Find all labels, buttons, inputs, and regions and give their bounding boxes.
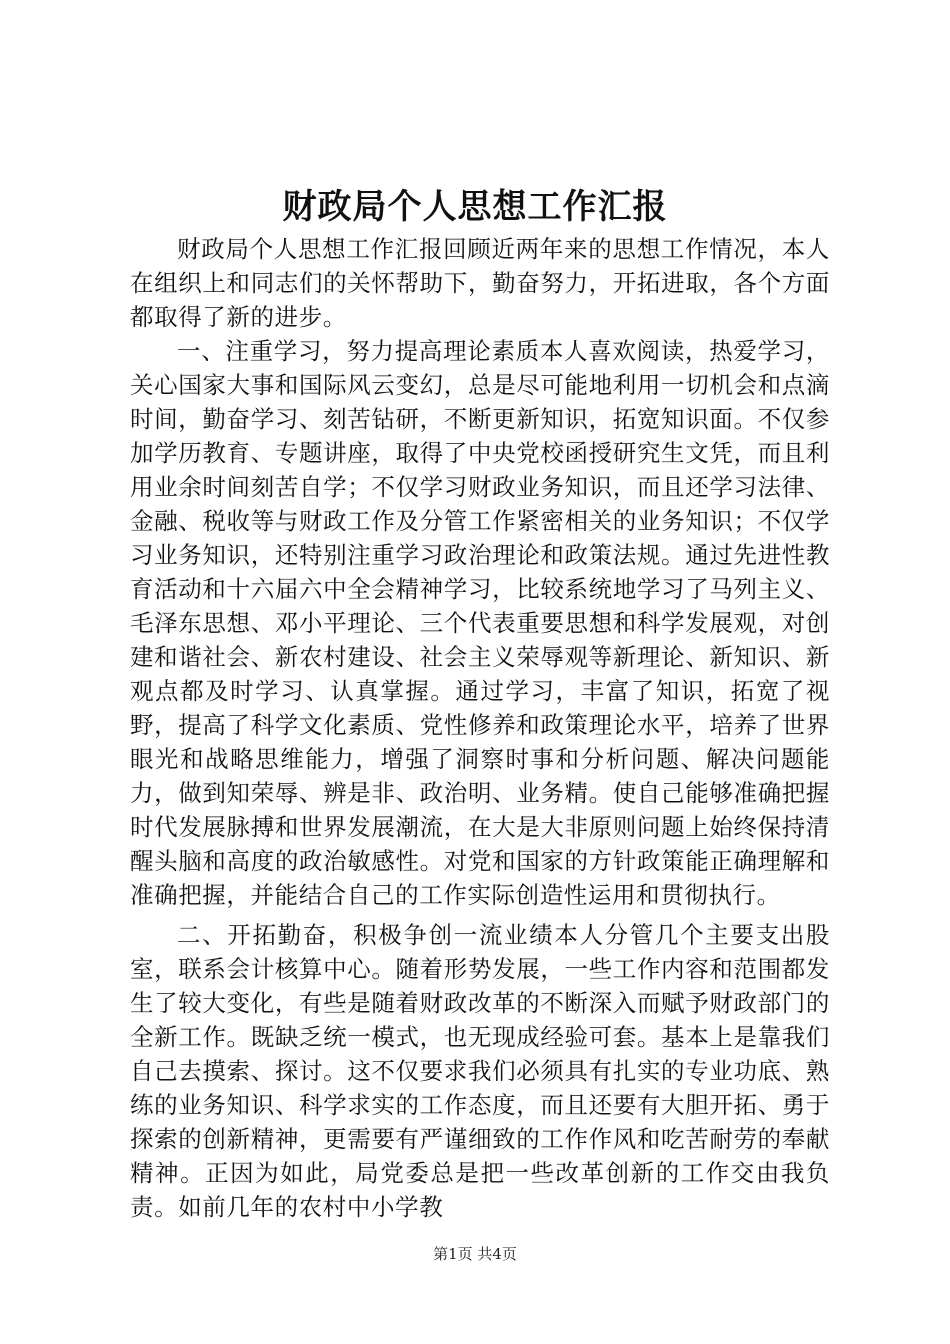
page-number-footer: 第1页 共4页 — [433, 1245, 517, 1263]
document-title: 财政局个人思想工作汇报 — [282, 187, 668, 227]
document-body — [130, 232, 830, 1224]
paragraph-section-two: 二、开拓勤奋，积极争创一流业绩本人分管几个主要支出股室，联系会计核算中心。随着形势发展，一些工作内容和范围都发生了较大变化，有些是随着财政改革的不断深入而赋予财政部门的全新工作。既缺乏统一模式，也无现成经验可套。基本上是靠我们自己去摸索、探讨。这不仅要求我们必须具有扎实的专业功底、熟练的业务知识、科学求实的工作态度，而且还要有大胆开拓、勇于探索的创新精神，更需要有严谨细致的工作作风和吃苦耐劳的奉献精神。正因为如此，局党委总是把一些改革创新的工作交由我负责。如前几年的农村中小学教 — [130, 921, 830, 1221]
paragraph-intro: 财政局个人思想工作汇报回顾近两年来的思想工作情况，本人在组织上和同志们的关怀帮助下，勤奋努力，开拓进取，各个方面都取得了新的进步。 — [130, 235, 830, 331]
paragraph-section-one: 一、注重学习，努力提高理论素质本人喜欢阅读，热爱学习，关心国家大事和国际风云变幻，总是尽可能地利用一切机会和点滴时间，勤奋学习、刻苦钻研，不断更新知识，拓宽知识面。不仅参加学历教育、专题讲座，取得了中央党校函授研究生文凭，而且利用业余时间刻苦自学；不仅学习财政业务知识，而且还学习法律、金融、税收等与财政工作及分管工作紧密相关的业务知识；不仅学习业务知识，还特别注重学习政治理论和政策法规。通过先进性教育活动和十六届六中全会精神学习，比较系统地学习了马列主义、毛泽东思想、邓小平理论、三个代表重要思想和科学发展观，对创建和谐社会、新农村建设、社会主义荣辱观等新理论、新知识、新观点都及时学习、认真掌握。通过学习，丰富了知识，拓宽了视野，提高了科学文化素质、党性修养和政策理论水平，培养了世界眼光和战略思维能力，增强了洞察时事和分析问题、解决问题能力，做到知荣辱、辨是非、政治明、业务精。使自己能够准确把握时代发展脉搏和世界发展潮流，在大是大非原则问题上始终保持清醒头脑和高度的政治敏感性。对党和国家的方针政策能正确理解和准确把握，并能结合自己的工作实际创造性运用和贯彻执行。 — [130, 337, 830, 909]
